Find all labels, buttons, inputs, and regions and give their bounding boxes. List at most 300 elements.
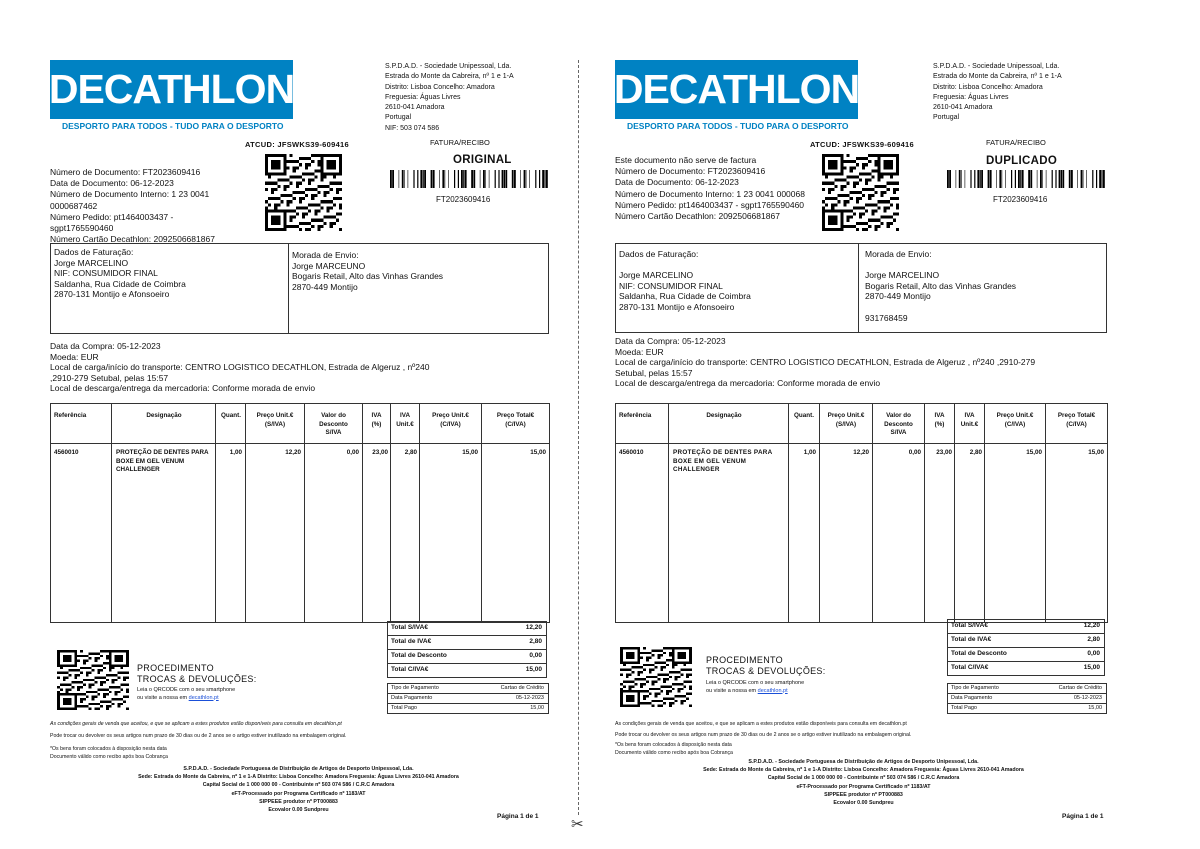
qr-module xyxy=(296,176,299,179)
qr-module xyxy=(887,225,890,228)
qr-module xyxy=(305,213,308,216)
qr-module xyxy=(103,696,106,698)
total-value: 12,20 xyxy=(1083,622,1100,629)
qr-module xyxy=(646,702,649,704)
qr-module xyxy=(86,655,89,657)
qr-module xyxy=(657,673,660,675)
qr-module xyxy=(66,691,69,693)
qr-module xyxy=(86,679,89,681)
qr-module xyxy=(637,678,640,680)
total-value: 0,00 xyxy=(529,652,542,659)
qr-module xyxy=(881,185,884,188)
qr-module xyxy=(86,672,89,674)
barcode-bar xyxy=(454,170,455,188)
qr-module xyxy=(874,225,877,228)
qr-module xyxy=(287,160,290,163)
total-value: 15,00 xyxy=(525,666,542,673)
qr-module xyxy=(637,666,640,668)
qr-module xyxy=(890,176,893,179)
qr-module xyxy=(287,225,290,228)
qr-module xyxy=(106,674,109,676)
qr-module xyxy=(626,673,629,675)
qr-module xyxy=(120,688,123,690)
qr-module xyxy=(305,206,308,209)
barcode-bar xyxy=(520,170,521,188)
qr-module xyxy=(89,652,92,654)
qr-module xyxy=(649,671,652,673)
col-rule xyxy=(362,404,363,622)
qr-module xyxy=(80,655,83,657)
qr-module xyxy=(63,676,66,678)
qr-module xyxy=(686,693,689,695)
qr-module xyxy=(320,179,323,182)
total-row xyxy=(947,634,1105,648)
qr-module xyxy=(103,681,106,683)
qr-module xyxy=(669,676,672,678)
qr-module xyxy=(881,191,884,194)
qr-module xyxy=(865,228,868,231)
qr-module xyxy=(856,228,859,231)
qr-module xyxy=(69,669,72,671)
qr-module xyxy=(868,219,871,222)
shipping-address: Morada de Envio: Jorge MARCELINO Bogaris Retail, Alto das Vinhas Grandes 2870-449 Montijo 931768459 xyxy=(865,249,1017,323)
qr-module xyxy=(652,705,655,707)
barcode-bar xyxy=(1037,170,1038,188)
qr-module xyxy=(94,703,97,705)
qr-module xyxy=(822,188,825,191)
barcode-bar xyxy=(483,170,485,188)
qr-module xyxy=(324,222,327,225)
barcode-bar xyxy=(1002,170,1003,188)
qr-module xyxy=(117,686,120,688)
qr-module xyxy=(632,681,635,683)
col-vat-unit: IVA Unit.€ xyxy=(960,412,979,428)
qr-module xyxy=(844,225,847,228)
qr-module xyxy=(680,695,683,697)
barcode-bar xyxy=(512,170,514,188)
qr-module xyxy=(89,667,92,669)
qr-module xyxy=(850,166,853,169)
barcode-bar xyxy=(471,170,473,188)
qr-module xyxy=(123,696,126,698)
qr-module xyxy=(66,684,69,686)
barcode-bar xyxy=(417,170,418,188)
qr-module xyxy=(655,661,658,663)
billing-address: Dados de Faturação: Jorge MARCELINO NIF: CONSUMIDOR FINAL Saldanha, Rua Cidade de Coimbra 2870-131 Montijo e Afonsoeiro xyxy=(619,249,751,312)
qr-module xyxy=(678,688,681,690)
qr-module xyxy=(649,702,652,704)
qr-module xyxy=(634,666,637,668)
cell-designation: PROTEÇÃO DE DENTES PARA BOXE EM GEL VENUM CHALLENGER xyxy=(116,449,209,473)
qr-module xyxy=(646,695,649,697)
qr-module xyxy=(643,690,646,692)
qr-module xyxy=(126,708,129,710)
qr-module xyxy=(680,702,683,704)
qr-module xyxy=(643,697,646,699)
col-rule xyxy=(788,404,789,622)
qr-module xyxy=(877,200,880,203)
qr-module xyxy=(302,179,305,182)
qr-module xyxy=(120,698,123,700)
qr-module xyxy=(856,182,859,185)
cell-vat-pct: 23,00 xyxy=(936,449,952,456)
document-info: Número de Documento: FT2023609416 Data de Documento: 06-12-2023 Número de Documento Interno: 1 23 0041 0000687462 Número Pedido: pt1464003437 - sgpt1765590460 Número Cartão Decathlon: 2092506681867 xyxy=(50,167,215,245)
payment-label: Tipo de Pagamento xyxy=(391,685,439,691)
qr-module xyxy=(320,225,323,228)
col-rule xyxy=(215,404,216,622)
barcode-bar xyxy=(463,170,464,188)
qr-module xyxy=(623,669,626,671)
qr-module xyxy=(311,197,314,200)
returns-title: PROCEDIMENTO TROCAS & DEVOLUÇÕES: xyxy=(137,663,257,684)
qr-module xyxy=(89,684,92,686)
qr-module xyxy=(683,685,686,687)
qr-module xyxy=(287,179,290,182)
qr-module xyxy=(669,671,672,673)
qr-module xyxy=(120,667,123,669)
qr-module xyxy=(675,678,678,680)
qr-module xyxy=(77,693,80,695)
barcode-bar xyxy=(1062,170,1064,188)
qr-module xyxy=(632,671,635,673)
col-quantity: Quant. xyxy=(794,412,814,419)
total-row xyxy=(387,650,547,664)
qr-module xyxy=(290,194,293,197)
qr-module xyxy=(871,219,874,222)
qr-module xyxy=(663,697,666,699)
qr-module xyxy=(123,672,126,674)
qr-module xyxy=(117,676,120,678)
qr-module xyxy=(877,185,880,188)
qr-module xyxy=(336,213,339,216)
qr-module xyxy=(115,674,118,676)
qr-module xyxy=(308,157,311,160)
qr-module xyxy=(302,172,305,175)
qr-module xyxy=(652,649,655,651)
qr-module xyxy=(663,678,666,680)
qr-module xyxy=(859,157,862,160)
qr-module xyxy=(123,684,126,686)
qr-module xyxy=(666,693,669,695)
qr-module xyxy=(871,203,874,206)
logo-tagline: DESPORTO PARA TODOS - TUDO PARA O DESPORTO xyxy=(627,121,849,131)
page-number: Página 1 de 1 xyxy=(497,813,539,820)
qr-module xyxy=(686,669,689,671)
qr-module xyxy=(336,219,339,222)
qr-module xyxy=(109,691,112,693)
qr-module xyxy=(657,700,660,702)
qr-module xyxy=(859,179,862,182)
returns-link[interactable]: decathlon.pt xyxy=(757,687,788,694)
total-row xyxy=(387,636,547,650)
qr-module xyxy=(317,160,320,163)
qr-module xyxy=(126,688,129,690)
total-label: Total de IVA€ xyxy=(391,638,432,645)
qr-module xyxy=(643,669,646,671)
qr-module xyxy=(83,662,86,664)
barcode-bar xyxy=(974,170,975,188)
qr-module xyxy=(847,176,850,179)
qr-module xyxy=(825,182,828,185)
barcode-bar xyxy=(498,170,499,188)
items-table xyxy=(50,403,550,623)
qr-module xyxy=(840,179,843,182)
col-reference: Referência xyxy=(54,412,87,419)
qr-module xyxy=(646,659,649,661)
qr-module xyxy=(877,225,880,228)
barcode-bar xyxy=(990,170,992,188)
qr-module xyxy=(314,194,317,197)
qr-module xyxy=(877,179,880,182)
qr-module xyxy=(669,705,672,707)
qr-module xyxy=(100,676,103,678)
qr-module xyxy=(120,672,123,674)
barcode-bar xyxy=(445,170,446,188)
total-label: Total de IVA€ xyxy=(951,636,992,643)
barcode-bar xyxy=(970,170,971,188)
qr-module xyxy=(657,688,660,690)
qr-module xyxy=(859,222,862,225)
qr-module xyxy=(868,194,871,197)
qr-module xyxy=(666,647,669,649)
qr-module xyxy=(632,685,635,687)
qr-module xyxy=(828,197,831,200)
qr-module xyxy=(120,703,123,705)
returns-title: PROCEDIMENTO TROCAS & DEVOLUÇÕES: xyxy=(706,655,826,676)
barcode-bar xyxy=(420,170,422,188)
returns-link[interactable]: decathlon.pt xyxy=(188,694,219,701)
qr-module xyxy=(299,191,302,194)
qr-module xyxy=(822,206,825,209)
qr-module xyxy=(856,191,859,194)
qr-module xyxy=(330,182,333,185)
qr-module xyxy=(94,660,97,662)
qr-module xyxy=(94,691,97,693)
address-box xyxy=(50,243,549,334)
goods-line: *Os bens foram colocados à disposição nesta data xyxy=(50,746,167,752)
qr-module xyxy=(106,679,109,681)
barcode-bar xyxy=(465,170,467,188)
qr-module xyxy=(317,163,320,166)
copy-label: DUPLICADO xyxy=(986,155,1058,167)
qr-module xyxy=(83,660,86,662)
qr-module xyxy=(884,209,887,212)
qr-module xyxy=(637,673,640,675)
barcode-bar xyxy=(1099,170,1101,188)
qr-module xyxy=(868,179,871,182)
qr-module xyxy=(640,666,643,668)
qr-module xyxy=(655,700,658,702)
qr-module xyxy=(847,219,850,222)
qr-module xyxy=(859,206,862,209)
qr-module xyxy=(862,228,865,231)
qr-module xyxy=(831,182,834,185)
cell-unit-gross: 15,00 xyxy=(1026,449,1042,456)
qr-module xyxy=(74,674,77,676)
logo-box xyxy=(50,60,293,119)
total-label: Total C/IVA€ xyxy=(391,666,429,673)
qr-module xyxy=(97,669,100,671)
receipt-line: Documento válido como recibo após boa Cobrança xyxy=(50,754,168,760)
qr-module xyxy=(689,673,692,675)
qr-module xyxy=(881,222,884,225)
qr-module xyxy=(686,676,689,678)
qr-module xyxy=(871,209,874,212)
qr-module xyxy=(868,188,871,191)
qr-module xyxy=(296,213,299,216)
col-unit-net: Preço Unit.€ (S/IVA) xyxy=(256,412,294,428)
qr-module xyxy=(853,206,856,209)
col-rule xyxy=(872,404,873,622)
qr-finder-core xyxy=(828,216,837,225)
qr-module xyxy=(89,679,92,681)
qr-module xyxy=(290,225,293,228)
qr-module xyxy=(317,154,320,157)
qr-module xyxy=(109,700,112,702)
qr-module xyxy=(57,676,60,678)
qr-module xyxy=(874,219,877,222)
barcode-bar xyxy=(1046,170,1047,188)
payment-row xyxy=(948,703,1106,713)
qr-module xyxy=(640,690,643,692)
qr-module xyxy=(293,216,296,219)
qr-module xyxy=(106,693,109,695)
payment-label: Total Pago xyxy=(391,705,417,711)
scissors-icon: ✂ xyxy=(571,816,584,833)
qr-module xyxy=(277,179,280,182)
qr-module xyxy=(877,206,880,209)
logo-text: DECATHLON xyxy=(48,66,295,112)
qr-module xyxy=(296,166,299,169)
qr-module xyxy=(69,684,72,686)
qr-module xyxy=(86,667,89,669)
qr-module xyxy=(103,700,106,702)
total-value: 15,00 xyxy=(1083,664,1100,671)
total-value: 2,80 xyxy=(529,638,542,645)
qr-module xyxy=(299,163,302,166)
qr-module xyxy=(844,185,847,188)
cell-total-gross: 15,00 xyxy=(1088,449,1104,456)
qr-module xyxy=(103,667,106,669)
qr-module xyxy=(80,698,83,700)
qr-module xyxy=(672,666,675,668)
qr-module xyxy=(60,684,63,686)
qr-module xyxy=(268,203,271,206)
qr-module xyxy=(652,681,655,683)
qr-module xyxy=(896,206,899,209)
barcode-bar xyxy=(1052,170,1053,188)
qr-module xyxy=(850,191,853,194)
qr-module xyxy=(299,197,302,200)
qr-module xyxy=(317,191,320,194)
barcode-bar xyxy=(524,170,526,188)
qr-module xyxy=(94,664,97,666)
qr-module xyxy=(626,676,629,678)
qr-module xyxy=(106,657,109,659)
qr-module xyxy=(871,176,874,179)
qr-module xyxy=(683,695,686,697)
qr-module xyxy=(330,206,333,209)
returns-qr-code xyxy=(620,647,692,707)
returns-line: Pode trocar ou devolver os seus artigos num prazo de 30 dias ou de 2 anos se o artigo estiver inutilizado na embalagem original. xyxy=(615,732,912,738)
qr-module xyxy=(825,197,828,200)
qr-module xyxy=(308,228,311,231)
qr-module xyxy=(57,686,60,688)
qr-module xyxy=(840,185,843,188)
qr-module xyxy=(683,669,686,671)
qr-module xyxy=(640,678,643,680)
barcode-bar xyxy=(949,170,951,188)
qr-module xyxy=(293,209,296,212)
col-unit-gross: Preço Unit.€ (C/IVA) xyxy=(996,412,1034,428)
qr-module xyxy=(89,703,92,705)
qr-module xyxy=(853,185,856,188)
qr-module xyxy=(666,697,669,699)
barcode-bar xyxy=(1092,170,1093,188)
qr-module xyxy=(92,652,95,654)
qr-module xyxy=(629,669,632,671)
returns-text xyxy=(137,687,235,702)
qr-module xyxy=(77,686,80,688)
qr-module xyxy=(265,188,268,191)
qr-module xyxy=(868,160,871,163)
qr-module xyxy=(112,681,115,683)
address-divider xyxy=(288,244,289,333)
qr-module xyxy=(689,669,692,671)
logo-tagline: DESPORTO PARA TODOS - TUDO PARA O DESPORTO xyxy=(62,121,284,131)
qr-module xyxy=(874,169,877,172)
qr-module xyxy=(299,176,302,179)
qr-module xyxy=(92,684,95,686)
qr-module xyxy=(126,676,129,678)
barcode-bar xyxy=(473,170,475,188)
qr-module xyxy=(112,703,115,705)
barcode-bar xyxy=(1055,170,1056,188)
qr-module xyxy=(686,697,689,699)
qr-module xyxy=(887,182,890,185)
qr-module xyxy=(680,683,683,685)
qr-module xyxy=(874,160,877,163)
barcode-bar xyxy=(1042,170,1043,188)
qr-module xyxy=(652,683,655,685)
total-row xyxy=(947,648,1105,662)
barcode-bar xyxy=(546,170,548,188)
qr-module xyxy=(320,206,323,209)
qr-module xyxy=(299,222,302,225)
invoice-original xyxy=(0,0,580,849)
qr-module xyxy=(106,700,109,702)
qr-module xyxy=(666,664,669,666)
qr-module xyxy=(339,188,342,191)
qr-module xyxy=(308,188,311,191)
qr-module xyxy=(317,203,320,206)
qr-module xyxy=(669,685,672,687)
qr-module xyxy=(655,676,658,678)
qr-module xyxy=(89,708,92,710)
barcode xyxy=(947,170,1105,188)
qr-module xyxy=(822,200,825,203)
qr-module xyxy=(290,176,293,179)
cell-vat-pct: 23,00 xyxy=(372,449,388,456)
qr-module xyxy=(317,219,320,222)
qr-module xyxy=(115,693,118,695)
qr-module xyxy=(871,169,874,172)
qr-module xyxy=(672,697,675,699)
qr-module xyxy=(324,176,327,179)
qr-module xyxy=(831,197,834,200)
col-unit-gross: Preço Unit.€ (C/IVA) xyxy=(432,412,469,428)
qr-module xyxy=(92,696,95,698)
